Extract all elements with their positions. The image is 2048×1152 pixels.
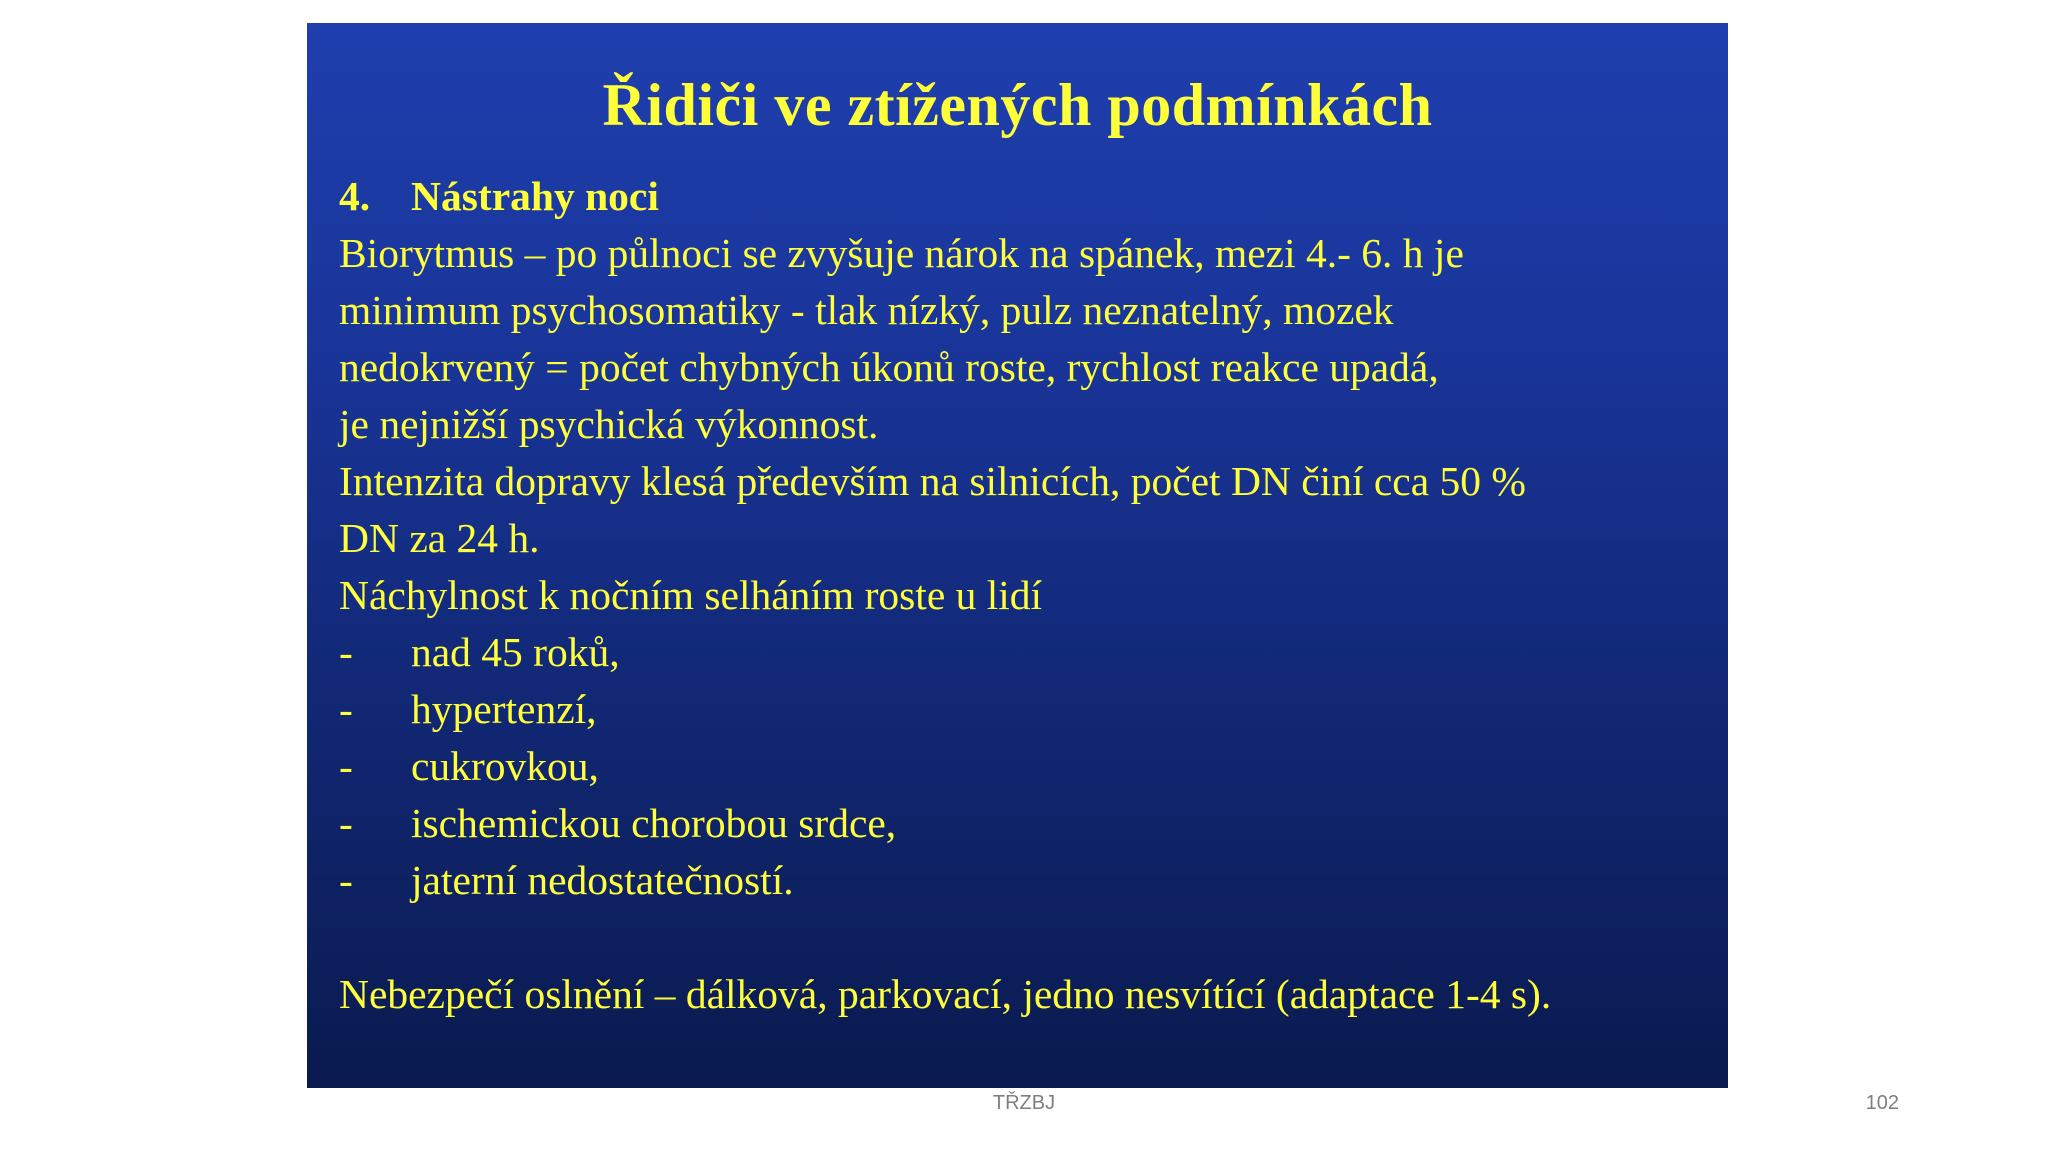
list-item-text: nad 45 roků,: [411, 629, 620, 675]
list-item-text: cukrovkou,: [411, 743, 599, 789]
slide-title: Řidiči ve ztížených podmínkách: [602, 72, 1433, 138]
paragraph-line: minimum psychosomatiky - tlak nízký, pulz neznatelný, mozek: [339, 287, 1394, 333]
paragraph-line: DN za 24 h.: [339, 515, 540, 561]
slide-image: [307, 23, 1728, 1088]
list-bullet: -: [339, 686, 353, 732]
glare-warning-line: Nebezpečí oslnění – dálková, parkovací, jedno nesvítící (adaptace 1-4 s).: [339, 971, 1552, 1017]
paragraph-line: Náchylnost k nočním selháním roste u lidí: [339, 572, 1043, 618]
section-heading: [339, 168, 1719, 225]
paragraph-line: Biorytmus – po půlnoci se zvyšuje nárok na spánek, mezi 4.- 6. h je: [339, 230, 1464, 276]
list-item: [339, 624, 1719, 681]
list-item: [339, 795, 1719, 852]
blank-line: [339, 909, 1719, 966]
list-item: [339, 681, 1719, 738]
section-title: Nástrahy noci: [411, 173, 659, 219]
list-item-text: hypertenzí,: [411, 686, 597, 732]
paragraph-line: nedokrvený = počet chybných úkonů roste, rychlost reakce upadá,: [339, 344, 1439, 390]
slide-content: [339, 168, 1719, 1023]
section-number: 4.: [339, 173, 371, 219]
paragraph-line: Intenzita dopravy klesá především na silnicích, počet DN činí cca 50 %: [339, 458, 1526, 504]
list-bullet: -: [339, 629, 353, 675]
page-number: 102: [1865, 1092, 1899, 1114]
footer-text: TŘZBJ: [992, 1092, 1056, 1114]
list-bullet: -: [339, 857, 353, 903]
list-bullet: -: [339, 800, 353, 846]
paragraph-line: je nejnižší psychická výkonnost.: [339, 401, 879, 447]
list-item-text: jaterní nedostatečností.: [411, 857, 794, 903]
list-item: [339, 852, 1719, 909]
list-bullet: -: [339, 743, 353, 789]
list-item-text: ischemickou chorobou srdce,: [411, 800, 897, 846]
list-item: [339, 738, 1719, 795]
